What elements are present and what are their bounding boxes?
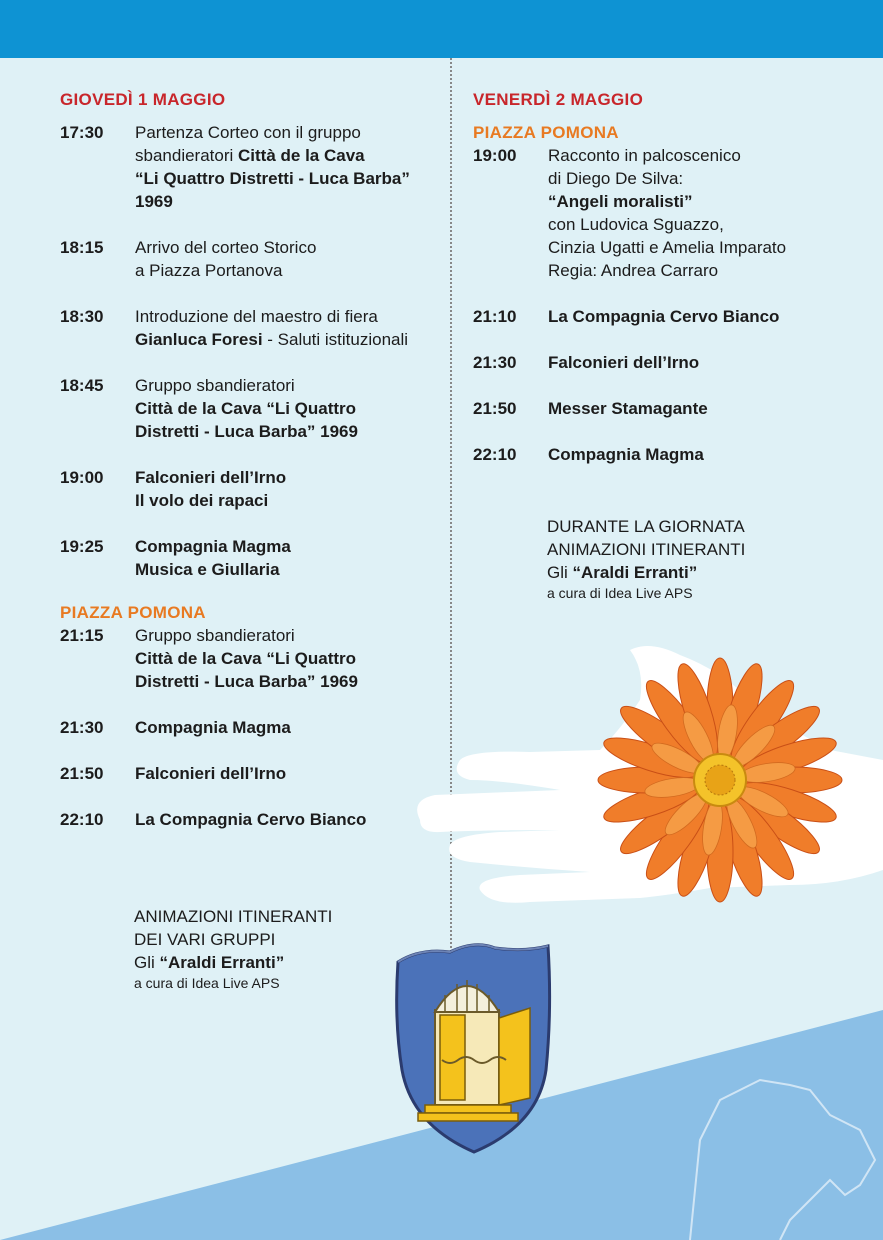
event-line: Il volo dei rapaci [135,491,269,510]
event-line: Messer Stamagante [548,399,708,418]
note-line: DURANTE LA GIORNATA [547,517,745,536]
event-line: “Li Quattro Distretti - Luca Barba” [135,169,410,188]
event-line: Città de la Cava “Li Quattro [135,399,357,418]
friday-column [473,90,873,466]
event-line: Partenza Corteo con il gruppo [135,123,361,142]
thursday-events [60,121,445,581]
event-row [60,716,445,739]
event-line: Gruppo sbandieratori [135,376,295,395]
friday-events [473,144,873,466]
note-line: ANIMAZIONI ITINERANTI [134,907,333,926]
event-line: Falconieri dell’Irno [548,353,700,372]
event-line: Distretti - Luca Barba” 1969 [135,422,358,441]
event-description [135,716,445,739]
event-row [60,374,445,443]
event-row [60,535,445,581]
event-line: con Ludovica Sguazzo, [548,215,724,234]
event-time: 21:15 [60,626,104,645]
event-line: Gruppo sbandieratori [135,626,295,645]
note-credit: a cura di Idea Live APS [134,975,280,991]
event-line: Distretti - Luca Barba” 1969 [135,672,358,691]
event-time: 21:50 [473,399,517,418]
event-row [473,351,873,374]
event-row [60,121,445,213]
event-description [548,305,873,328]
event-line: 1969 [135,192,173,211]
event-description [548,144,873,282]
event-row [473,397,873,420]
event-line: Compagnia Magma [135,718,291,737]
event-line: Introduzione del maestro di fiera [135,307,378,326]
event-description [135,374,445,443]
event-row [473,443,873,466]
event-time: 21:10 [473,307,517,326]
event-description [135,624,445,693]
event-line: Arrivo del corteo Storico [135,238,317,257]
event-line: Città de la Cava “Li Quattro [135,649,357,668]
event-time: 21:50 [60,764,104,783]
event-line: Cinzia Ugatti e Amelia Imparato [548,238,787,257]
event-time: 22:10 [473,445,517,464]
event-line: Gianluca Foresi - Saluti istituzionali [135,330,409,349]
note-line: DEI VARI GRUPPI [134,930,276,949]
event-line: a Piazza Portanova [135,261,283,280]
event-time: 19:00 [473,146,517,165]
event-row [60,762,445,785]
event-time: 21:30 [473,353,517,372]
event-description [135,305,445,351]
event-row [60,466,445,512]
event-time: 17:30 [60,123,104,142]
event-description [135,535,445,581]
thursday-place-heading: PIAZZA POMONA [60,603,206,622]
event-time: 18:45 [60,376,104,395]
event-time: 19:00 [60,468,104,487]
event-line: Falconieri dell’Irno [135,468,287,487]
event-time: 22:10 [60,810,104,829]
friday-roaming-note [547,515,745,602]
event-description [135,808,445,831]
event-description [135,121,445,213]
event-time: 18:30 [60,307,104,326]
event-time: 18:15 [60,238,104,257]
event-line: Compagnia Magma [548,445,704,464]
hand-with-flower-illustration [410,640,883,930]
coat-of-arms-shield-illustration [390,940,555,1155]
event-row [60,808,445,831]
event-line: La Compagnia Cervo Bianco [548,307,780,326]
event-line: Compagnia Magma [135,537,291,556]
note-line: Gli “Araldi Erranti” [547,563,698,582]
event-row [473,144,873,282]
event-line: Regia: Andrea Carraro [548,261,719,280]
thursday-heading: GIOVEDÌ 1 MAGGIO [60,90,226,109]
event-description [548,351,873,374]
event-row [60,305,445,351]
event-line: “Angeli moralisti” [548,192,693,211]
event-line: sbandieratori Città de la Cava [135,146,365,165]
event-row [60,624,445,693]
event-time: 19:25 [60,537,104,556]
event-row [60,236,445,282]
friday-place-heading: PIAZZA POMONA [473,123,619,142]
event-line: Racconto in palcoscenico [548,146,741,165]
note-line: Gli “Araldi Erranti” [134,953,285,972]
event-time: 21:30 [60,718,104,737]
note-credit: a cura di Idea Live APS [547,585,693,601]
event-line: di Diego De Silva: [548,169,684,188]
event-description [135,236,445,282]
thursday-column [60,90,445,831]
thursday-pomona-events [60,624,445,831]
event-line: Falconieri dell’Irno [135,764,287,783]
event-description [548,443,873,466]
event-line: Musica e Giullaria [135,560,280,579]
note-line: ANIMAZIONI ITINERANTI [547,540,746,559]
thursday-roaming-note [134,905,332,992]
event-description [135,762,445,785]
friday-heading: VENERDÌ 2 MAGGIO [473,90,644,109]
event-description [135,466,445,512]
event-line: La Compagnia Cervo Bianco [135,810,367,829]
event-row [473,305,873,328]
event-description [548,397,873,420]
